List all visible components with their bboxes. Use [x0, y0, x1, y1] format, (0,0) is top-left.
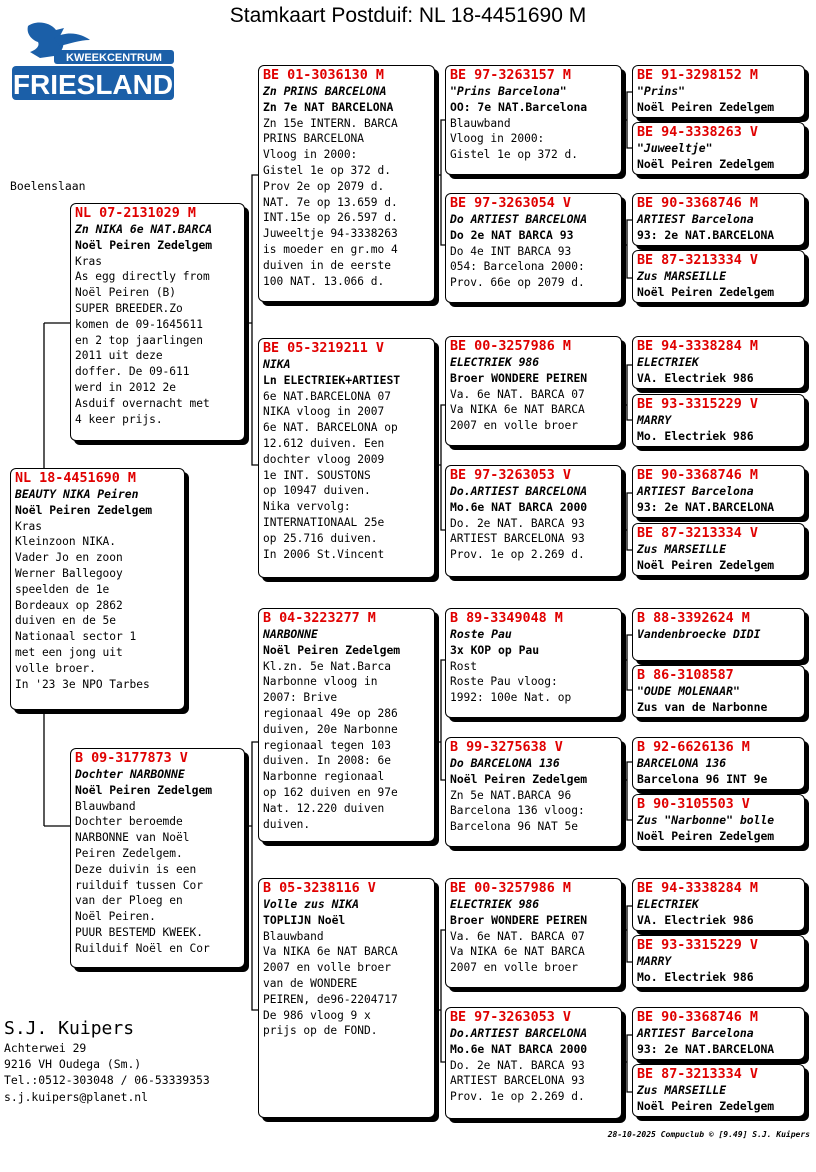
pigeon-desc: Zn 7e NAT BARCELONA [263, 99, 394, 114]
note-line: Nika vervolg: [263, 500, 351, 514]
pigeon-desc: Mo.6e NAT BARCA 2000 [450, 1041, 588, 1056]
card-g7[interactable] [632, 465, 805, 518]
pigeon-name: Volle zus NIKA [263, 897, 360, 911]
note-line: Werner Ballegooy [15, 566, 123, 580]
card-fmm[interactable] [445, 465, 622, 577]
pigeon-notes [450, 1058, 617, 1105]
ring-number: BE 87-3213334 V [637, 1067, 758, 1082]
ring-number: BE 97-3263054 V [450, 196, 571, 211]
note-line: Prov. 66e op 2079 d. [450, 276, 585, 290]
note-line: op 162 duiven en 97e [263, 785, 398, 799]
loft-label: Boelenslaan [10, 179, 86, 193]
note-line: Kleinzoon NIKA. [15, 535, 117, 549]
note-line: ruilduif tussen Cor [75, 878, 203, 892]
ring-number: BE 90-3368746 M [637, 1010, 758, 1025]
ring-number: BE 05-3219211 V [263, 341, 384, 356]
ring-number: B 09-3177873 V [75, 751, 188, 766]
note-line: Noël Peiren (B) [75, 286, 177, 300]
note-line: regionaal 49e op 286 [263, 706, 398, 720]
pigeon-notes [450, 929, 617, 976]
pigeon-notes [15, 519, 180, 693]
note-line: en 2 top jaarlingen [75, 333, 203, 347]
pigeon-notes [75, 799, 240, 957]
note-line: op 25.716 duiven. [263, 531, 378, 545]
note-line: Blauwband [450, 116, 511, 130]
pigeon-name: Dochter NARBONNE [75, 767, 185, 781]
note-line: duiven en de 5e [15, 614, 117, 628]
ring-number: B 89-3349048 M [450, 611, 563, 626]
footer-credit: 28-10-2025 Compuclub © [9.49] S.J. Kuipers [607, 1130, 810, 1139]
card-g9[interactable] [632, 608, 805, 661]
card-fmf[interactable] [445, 336, 622, 446]
pigeon-desc: Noël Peiren Zedelgem [15, 502, 153, 517]
ring-number: B 92-6626136 M [637, 740, 750, 755]
owner-phone: Tel.:0512-303048 / 06-53339353 [4, 1073, 210, 1088]
card-ff[interactable] [258, 65, 435, 302]
note-line: Ruilduif Noël en Cor [75, 941, 210, 955]
note-line: Nationaal sector 1 [15, 630, 137, 644]
note-line: volle broer. [15, 661, 96, 675]
ring-number: BE 97-3263053 V [450, 1010, 571, 1025]
note-line: Zn 5e NAT.BARCA 96 [450, 788, 572, 802]
pigeon-name: "Juweeltje" [637, 141, 713, 155]
note-line: Rost [450, 659, 477, 673]
owner-address: Achterwei 29 [4, 1041, 87, 1055]
card-g5[interactable] [632, 336, 805, 389]
pigeon-notes [450, 244, 617, 291]
note-line: INTERNATIONAAL 25e [263, 515, 385, 529]
pigeon-name: Do.ARTIEST BARCELONA [450, 1026, 588, 1040]
note-line: van der Ploeg en [75, 894, 183, 908]
pigeon-desc: Broer WONDERE PEIREN [450, 912, 588, 927]
note-line: 2007 en volle broer [450, 419, 578, 433]
note-line: 6e NAT.BARCELONA 07 [263, 389, 391, 403]
owner-block [4, 1018, 210, 1105]
card-g15[interactable] [632, 1007, 805, 1060]
pigeon-desc: Noël Peiren Zedelgem [637, 557, 775, 572]
note-line: werd in 2012 2e [75, 380, 177, 394]
pigeon-notes [263, 389, 430, 563]
pigeon-name: ELECTRIEK 986 [450, 355, 540, 369]
note-line: duiven. In 2008: 6e [263, 754, 391, 768]
owner-email[interactable]: s.j.kuipers@planet.nl [4, 1089, 149, 1104]
card-mff[interactable] [445, 608, 622, 718]
pigeon-notes [263, 659, 430, 833]
note-line: PEIREN, de96-2204717 [263, 992, 398, 1006]
pigeon-name: NARBONNE [263, 627, 318, 641]
pigeon-desc: VA. Electriek 986 [637, 912, 754, 927]
ring-number: B 04-3223277 M [263, 611, 376, 626]
pigeon-name: "Prins Barcelona" [450, 84, 567, 98]
note-line: 2007 en volle broer [263, 961, 391, 975]
note-line: 2007: Brive [263, 691, 338, 705]
card-g12[interactable] [632, 794, 805, 847]
note-line: komen de 09-1645611 [75, 317, 203, 331]
note-line: Zn 15e INTERN. BARCA [263, 116, 398, 130]
pigeon-desc: TOPLIJN Noël [263, 912, 346, 927]
pigeon-desc: Zus van de Narbonne [637, 699, 768, 714]
card-fm[interactable] [258, 338, 435, 578]
card-g11[interactable] [632, 737, 805, 790]
note-line: As egg directly from [75, 270, 210, 284]
card-subject[interactable] [10, 468, 185, 710]
note-line: Kl.zn. 5e Nat.Barca [263, 659, 391, 673]
note-line: NAT. 7e op 13.659 d. [263, 195, 398, 209]
note-line: 2007 en volle broer [450, 961, 578, 975]
ring-number: B 99-3275638 V [450, 740, 563, 755]
owner-city: 9216 VH Oudega (Sm.) [4, 1057, 142, 1072]
pigeon-desc: Noël Peiren Zedelgem [637, 1098, 775, 1113]
ring-number: B 05-3238116 V [263, 881, 376, 896]
note-line: PUUR BESTEMD KWEEK. [75, 925, 203, 939]
pigeon-desc: Ln ELECTRIEK+ARTIEST [263, 372, 401, 387]
note-line: 1992: 100e Nat. op [450, 691, 572, 705]
note-line: INT.15e op 26.597 d. [263, 211, 398, 225]
pigeon-name: Do.ARTIEST BARCELONA [450, 484, 588, 498]
ring-number: B 86-3108587 [637, 668, 734, 683]
note-line: Kras [75, 254, 102, 268]
pigeon-name: Zn NIKA 6e NAT.BARCA [75, 222, 213, 236]
pigeon-desc: 3x KOP op Pau [450, 642, 540, 657]
ring-number: BE 91-3298152 M [637, 68, 758, 83]
note-line: 4 keer prijs. [75, 412, 163, 426]
note-line: Juweeltje 94-3338263 [263, 227, 398, 241]
note-line: Roste Pau vloog: [450, 675, 558, 689]
pigeon-name: Vandenbroecke DIDI [637, 627, 761, 641]
ring-number: BE 94-3338284 M [637, 339, 758, 354]
pigeon-desc: Noël Peiren Zedelgem [263, 642, 401, 657]
note-line: Gistel 1e op 372 d. [263, 163, 391, 177]
pigeon-name: Zus MARSEILLE [637, 269, 727, 283]
note-line: Peiren Zedelgem. [75, 846, 183, 860]
card-g6[interactable] [632, 394, 805, 447]
pigeon-name: "Prins" [637, 84, 686, 98]
card-father[interactable] [70, 203, 245, 441]
note-line: ARTIEST BARCELONA 93 [450, 1074, 585, 1088]
pigeon-notes [450, 788, 617, 835]
note-line: NIKA vloog in 2007 [263, 405, 385, 419]
logo-line1: KWEEKCENTRUM [66, 52, 162, 64]
note-line: Nat. 12.220 duiven [263, 801, 385, 815]
pigeon-desc: Broer WONDERE PEIREN [450, 370, 588, 385]
note-line: Va NIKA 6e NAT BARCA [450, 945, 585, 959]
note-line: dochter vloog 2009 [263, 452, 385, 466]
pigeon-name: ARTIEST Barcelona [637, 484, 754, 498]
pigeon-name: ELECTRIEK [637, 897, 699, 911]
note-line: Va NIKA 6e NAT BARCA [263, 945, 398, 959]
note-line: Kras [15, 519, 42, 533]
page-title: Stamkaart Postduif: NL 18-4451690 M [229, 4, 587, 27]
pigeon-desc: Mo. Electriek 986 [637, 428, 754, 443]
card-g13[interactable] [632, 878, 805, 931]
pigeon-desc: Barcelona 96 INT 9e [637, 771, 768, 786]
owner-name: S.J. Kuipers [4, 1018, 135, 1039]
card-mm[interactable] [258, 878, 435, 1118]
ring-number: BE 87-3213334 V [637, 253, 758, 268]
ring-number: NL 18-4451690 M [15, 471, 136, 486]
pigeon-notes [263, 116, 430, 290]
note-line: Bordeaux op 2862 [15, 598, 123, 612]
ring-number: BE 97-3263053 V [450, 468, 571, 483]
pigeon-desc: Noël Peiren Zedelgem [637, 156, 775, 171]
pigeon-name: Do ARTIEST BARCELONA [450, 212, 588, 226]
note-line: duiven in de eerste [263, 258, 391, 272]
ring-number: BE 00-3257986 M [450, 339, 571, 354]
note-line: Va. 6e NAT. BARCA 07 [450, 387, 585, 401]
ring-number: BE 94-3338284 M [637, 881, 758, 896]
pigeon-name: MARRY [637, 954, 672, 968]
note-line: doffer. De 09-611 [75, 365, 190, 379]
card-mf[interactable] [258, 608, 435, 842]
note-line: Do. 2e NAT. BARCA 93 [450, 1058, 585, 1072]
note-line: duiven. [263, 817, 311, 831]
pigeon-name: "OUDE MOLENAAR" [637, 684, 740, 698]
pigeon-name: ARTIEST Barcelona [637, 212, 754, 226]
note-line: Gistel 1e op 372 d. [450, 148, 578, 162]
pigeon-notes [450, 116, 617, 163]
note-line: Do 4e INT BARCA 93 [450, 244, 572, 258]
pigeon-name: Do BARCELONA 136 [450, 756, 560, 770]
pigeon-name: Roste Pau [450, 627, 512, 641]
pigeon-name: BARCELONA 136 [637, 756, 727, 770]
pigeon-name: BEAUTY NIKA Peiren [15, 487, 139, 501]
pigeon-notes [75, 254, 240, 428]
note-line: 1e INT. SOUSTONS [263, 468, 371, 482]
card-g16[interactable] [632, 1064, 805, 1117]
note-line: Barcelona 96 NAT 5e [450, 820, 578, 834]
card-g8[interactable] [632, 523, 805, 576]
note-line: is moeder en gr.mo 4 [263, 242, 398, 256]
note-line: 100 NAT. 13.066 d. [263, 274, 385, 288]
note-line: Prov 2e op 2079 d. [263, 179, 385, 193]
pigeon-desc: Mo.6e NAT BARCA 2000 [450, 499, 588, 514]
note-line: met een jong uit [15, 645, 123, 659]
card-g1[interactable] [632, 65, 805, 118]
note-line: Narbonne vloog in [263, 675, 378, 689]
note-line: Blauwband [263, 929, 324, 943]
card-g2[interactable] [632, 122, 805, 175]
pigeon-desc: Noël Peiren Zedelgem [637, 284, 775, 299]
card-mfm[interactable] [445, 737, 622, 847]
note-line: In 2006 St.Vincent [263, 547, 385, 561]
note-line: duiven, 20e Narbonne [263, 722, 398, 736]
pigeon-desc: Mo. Electriek 986 [637, 969, 754, 984]
pigeon-notes [450, 516, 617, 563]
pigeon-name: ELECTRIEK 986 [450, 897, 540, 911]
note-line: Vloog in 2000: [450, 132, 545, 146]
note-line: PRINS BARCELONA [263, 132, 365, 146]
note-line: 054: Barcelona 2000: [450, 260, 585, 274]
pigeon-desc: Do 2e NAT BARCA 93 [450, 227, 574, 242]
note-line: Prov. 1e op 2.269 d. [450, 1090, 585, 1104]
card-g14[interactable] [632, 935, 805, 988]
pigeon-name: MARRY [637, 413, 672, 427]
note-line: 6e NAT. BARCELONA op [263, 421, 398, 435]
ring-number: BE 94-3338263 V [637, 125, 758, 140]
pigeon-name: Zus MARSEILLE [637, 542, 727, 556]
note-line: Noël Peiren. [75, 910, 156, 924]
note-line: Narbonne regionaal [263, 770, 385, 784]
card-g3[interactable] [632, 193, 805, 246]
ring-number: NL 07-2131029 M [75, 206, 196, 221]
pigeon-name: ELECTRIEK [637, 355, 699, 369]
logo-line2: FRIESLAND [12, 69, 174, 100]
note-line: De 986 vloog 9 x [263, 1008, 371, 1022]
card-ffm[interactable] [445, 193, 622, 303]
note-line: Va NIKA 6e NAT BARCA [450, 403, 585, 417]
pigeon-desc: Noël Peiren Zedelgem [450, 771, 588, 786]
card-mother[interactable] [70, 748, 245, 968]
note-line: speelden de 1e [15, 582, 110, 596]
note-line: Deze duivin is een [75, 862, 197, 876]
note-line: Prov. 1e op 2.269 d. [450, 548, 585, 562]
note-line: SUPER BREEDER.Zo [75, 301, 183, 315]
pigeon-notes [263, 929, 430, 1040]
pigeon-desc: Noël Peiren Zedelgem [75, 237, 213, 252]
pigeon-desc: Noël Peiren Zedelgem [75, 782, 213, 797]
note-line: 2011 uit deze [75, 349, 163, 363]
note-line: Vader Jo en zoon [15, 551, 123, 565]
pigeon-desc: VA. Electriek 986 [637, 370, 754, 385]
ring-number: BE 93-3315229 V [637, 397, 758, 412]
ring-number: BE 90-3368746 M [637, 196, 758, 211]
note-line: Blauwband [75, 799, 136, 813]
ring-number: BE 00-3257986 M [450, 881, 571, 896]
pigeon-name: ARTIEST Barcelona [637, 1026, 754, 1040]
note-line: ARTIEST BARCELONA 93 [450, 532, 585, 546]
pigeon-notes [450, 659, 617, 706]
note-line: op 10947 duiven. [263, 484, 371, 498]
pigeon-desc: 93: 2e NAT.BARCELONA [637, 1041, 775, 1056]
pigeon-notes [450, 387, 617, 434]
note-line: In '23 3e NPO Tarbes [15, 677, 150, 691]
note-line: prijs op de FOND. [263, 1024, 378, 1038]
note-line: NARBONNE van Noël [75, 831, 190, 845]
pigeon-name: NIKA [263, 357, 291, 371]
pigeon-desc: Noël Peiren Zedelgem [637, 828, 775, 843]
pigeon-desc: 93: 2e NAT.BARCELONA [637, 227, 775, 242]
card-fff[interactable] [445, 65, 622, 175]
pigeon-desc: 93: 2e NAT.BARCELONA [637, 499, 775, 514]
ring-number: B 88-3392624 M [637, 611, 750, 626]
pigeon-name: Zus "Narbonne" bolle [637, 813, 775, 827]
note-line: Do. 2e NAT. BARCA 93 [450, 516, 585, 530]
ring-number: BE 93-3315229 V [637, 938, 758, 953]
note-line: 12.612 duiven. Een [263, 436, 385, 450]
pigeon-desc: OO: 7e NAT.Barcelona [450, 99, 588, 114]
card-g10[interactable] [632, 665, 805, 718]
ring-number: BE 97-3263157 M [450, 68, 571, 83]
ring-number: B 90-3105503 V [637, 797, 750, 812]
ring-number: BE 90-3368746 M [637, 468, 758, 483]
card-mmm[interactable] [445, 1007, 622, 1119]
pigeon-name: Zus MARSEILLE [637, 1083, 727, 1097]
pigeon-name: Zn PRINS BARCELONA [263, 84, 387, 98]
note-line: Va. 6e NAT. BARCA 07 [450, 929, 585, 943]
note-line: van de WONDERE [263, 976, 358, 990]
note-line: Barcelona 136 vloog: [450, 804, 585, 818]
card-mmf[interactable] [445, 878, 622, 988]
note-line: Vloog in 2000: [263, 148, 358, 162]
note-line: Asduif overnacht met [75, 396, 210, 410]
pigeon-desc: Noël Peiren Zedelgem [637, 99, 775, 114]
note-line: Dochter beroemde [75, 815, 183, 829]
ring-number: BE 01-3036130 M [263, 68, 384, 83]
card-g4[interactable] [632, 250, 805, 303]
note-line: regionaal tegen 103 [263, 738, 391, 752]
ring-number: BE 87-3213334 V [637, 526, 758, 541]
